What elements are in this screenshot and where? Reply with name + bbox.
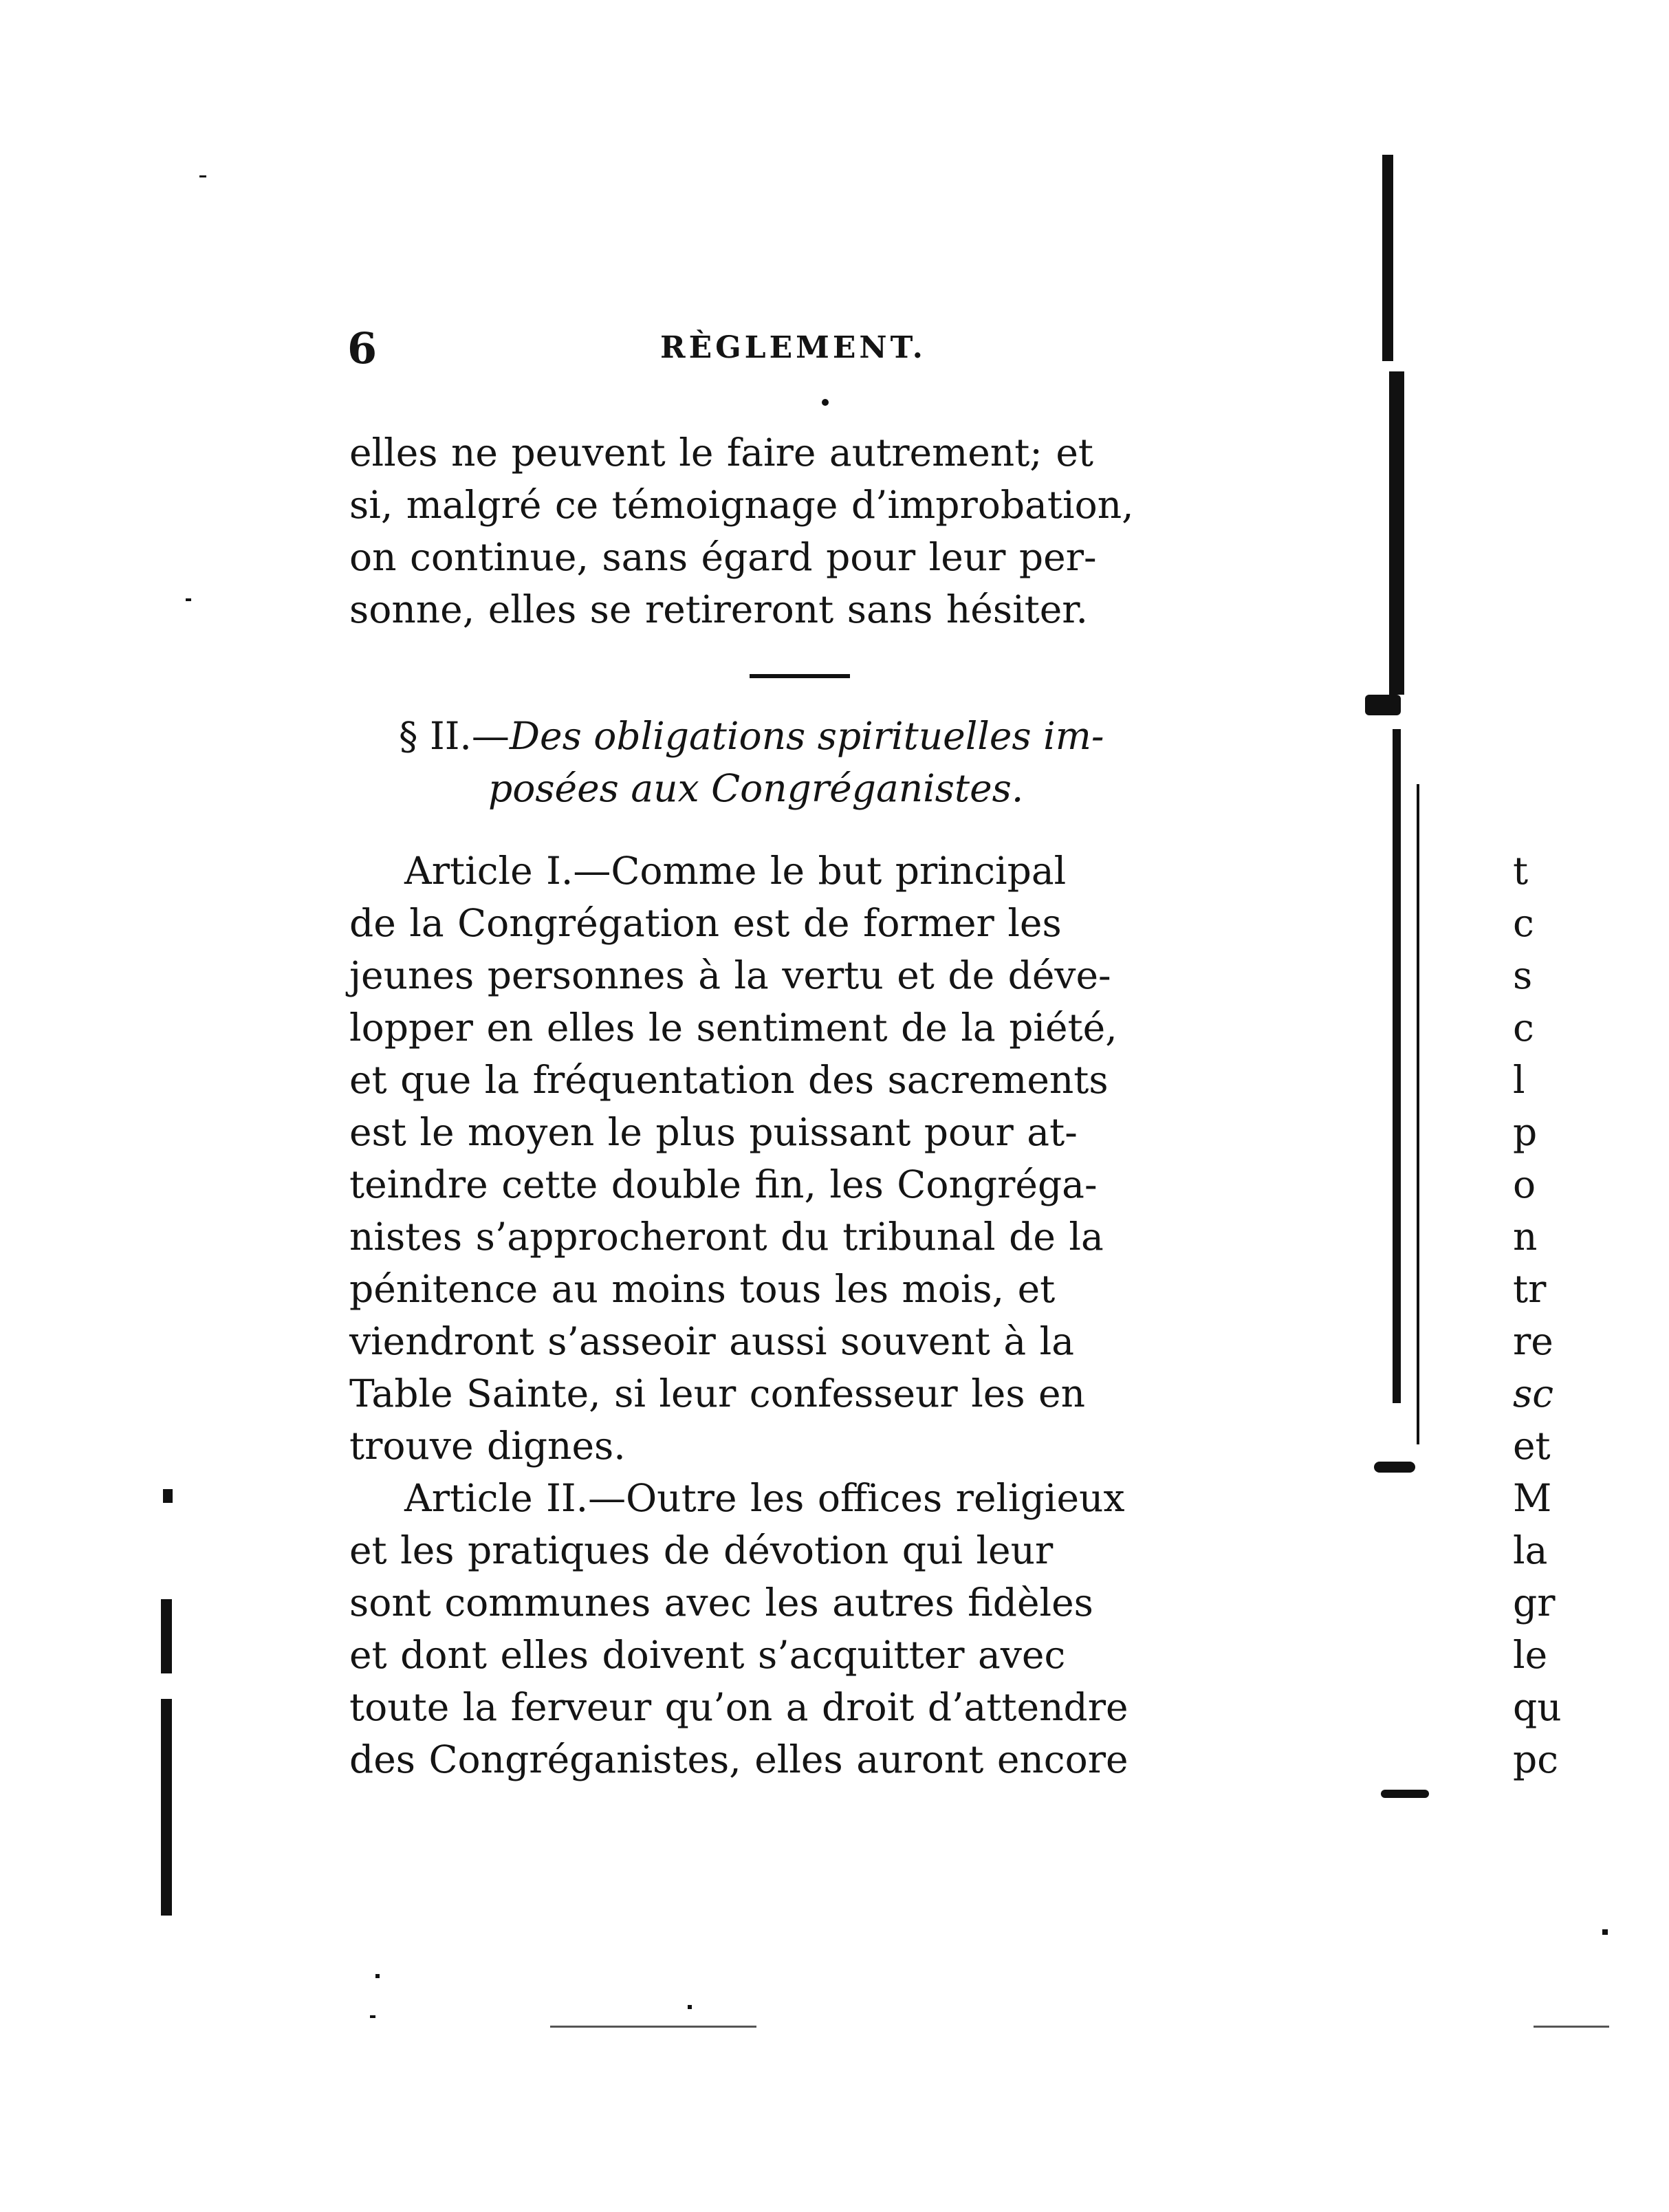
adjacent-fragment: o — [1513, 1162, 1536, 1206]
scan-speck — [375, 1974, 380, 1978]
running-head: RÈGLEMENT. — [660, 330, 927, 365]
text-line: des Congréganistes, elles auront encore — [349, 1737, 1128, 1781]
section-title-part-1: Des obligations spirituelles im- — [509, 714, 1104, 758]
text-line: si, malgré ce témoignage d’improbation, — [349, 483, 1134, 527]
section-heading — [399, 710, 1245, 814]
section-title-part-2: posées aux Congréganistes. — [488, 766, 1024, 810]
spine-shadow — [1381, 1790, 1429, 1798]
spine-shadow — [1393, 729, 1401, 1403]
scan-mark — [161, 1699, 172, 1916]
text-line: jeunes personnes à la vertu et de déve- — [349, 953, 1111, 997]
adjacent-fragment: s — [1513, 953, 1533, 997]
adjacent-fragment: pc — [1513, 1737, 1559, 1781]
text-line: teindre cette double fin, les Congréga- — [349, 1162, 1098, 1206]
text-line: et les pratiques de dévotion qui leur — [349, 1528, 1054, 1572]
adjacent-fragment: M — [1513, 1476, 1552, 1520]
adjacent-fragment: p — [1513, 1110, 1538, 1154]
page-number: 6 — [347, 323, 378, 373]
spine-shadow — [1417, 784, 1419, 1444]
text-line: sont communes avec les autres fidèles — [349, 1581, 1093, 1625]
adjacent-page-fragments — [1513, 845, 1595, 1786]
section-heading-line-2 — [399, 762, 1245, 814]
adjacent-fragment: l — [1513, 1058, 1525, 1102]
text-line: toute la ferveur qu’on a droit d’attendre — [349, 1685, 1128, 1729]
text-line: elles ne peuvent le faire autrement; et — [349, 431, 1093, 475]
adjacent-fragment: c — [1513, 1006, 1534, 1050]
spine-shadow — [1389, 371, 1404, 695]
text-line: et dont elles doivent s’acquitter avec — [349, 1633, 1066, 1677]
adjacent-fragment: sc — [1513, 1371, 1554, 1416]
scan-speck — [186, 598, 191, 601]
adjacent-fragment: gr — [1513, 1581, 1556, 1625]
section-divider — [750, 674, 850, 678]
text-line: sonne, elles se retireront sans hésiter. — [349, 587, 1089, 631]
adjacent-fragment: n — [1513, 1215, 1538, 1259]
text-line: lopper en elles le sentiment de la piété, — [349, 1006, 1117, 1050]
scan-speck — [199, 175, 206, 177]
scan-speck — [688, 2005, 692, 2009]
text-line: nistes s’approcheront du tribunal de la — [349, 1215, 1104, 1259]
adjacent-fragment: c — [1513, 901, 1534, 945]
adjacent-fragment: la — [1513, 1528, 1548, 1572]
scan-line — [550, 2026, 756, 2028]
text-line: Table Sainte, si leur confesseur les en — [349, 1371, 1086, 1416]
article-1 — [349, 845, 1243, 1472]
section-marker: § II.— — [399, 714, 510, 758]
text-line: Article I.—Comme le but principal — [404, 849, 1067, 893]
ornament-dot — [822, 399, 829, 406]
text-line: trouve dignes. — [349, 1424, 626, 1468]
spine-shadow — [1382, 155, 1393, 361]
scan-mark — [161, 1599, 172, 1673]
text-line: viendront s’asseoir aussi souvent à la — [349, 1319, 1075, 1363]
scan-speck — [370, 2015, 375, 2018]
adjacent-fragment: re — [1513, 1319, 1553, 1363]
adjacent-fragment: tr — [1513, 1267, 1547, 1311]
text-line: on continue, sans égard pour leur per- — [349, 535, 1097, 579]
adjacent-fragment: qu — [1513, 1685, 1562, 1729]
section-heading-line-1 — [399, 710, 1245, 762]
text-line: pénitence au moins tous les mois, et — [349, 1267, 1056, 1311]
spine-shadow — [1374, 1462, 1415, 1473]
text-line: de la Congrégation est de former les — [349, 901, 1062, 945]
text-line: est le moyen le plus puissant pour at- — [349, 1110, 1078, 1154]
scan-line — [1534, 2026, 1609, 2028]
adjacent-fragment: le — [1513, 1633, 1548, 1677]
text-line: Article II.—Outre les offices religieux — [404, 1476, 1125, 1520]
adjacent-fragment: t — [1513, 849, 1529, 893]
spine-shadow — [1365, 695, 1401, 715]
opening-paragraph — [349, 426, 1243, 636]
text-line: et que la fréquentation des sacrements — [349, 1058, 1109, 1102]
scan-speck — [1602, 1929, 1608, 1935]
scan-mark — [163, 1489, 173, 1503]
article-2 — [349, 1472, 1243, 1786]
adjacent-fragment: et — [1513, 1424, 1551, 1468]
